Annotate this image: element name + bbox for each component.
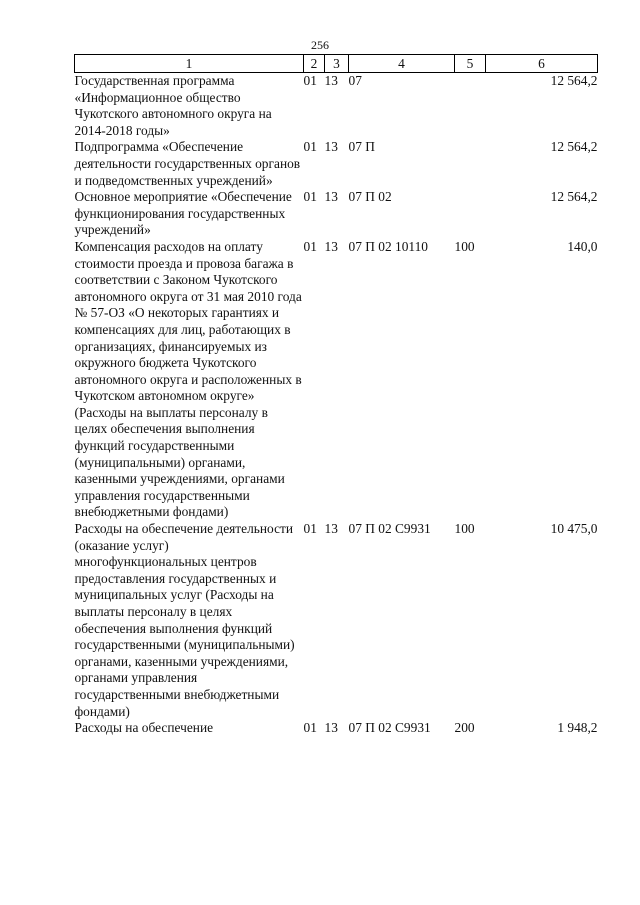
row-expense-type-code xyxy=(455,139,486,189)
row-target-article-code: 07 П 02 С9931 xyxy=(348,521,431,537)
row-section-code: 01 xyxy=(303,720,317,736)
row-name: Государственная программа «Информационное общество Чукотского автономного округа на 2014-2018 годы» xyxy=(74,73,272,138)
row-name: Расходы на обеспечение деятельности (оказание услуг) многофункциональных центров предоставления государственных и муниципальных услуг (Расходы на выплаты персоналу в целях обеспечения выполнения функций государственными (муниципальными) органами, казенными учреждениями, органами управления государственными внебюджетными фондами) xyxy=(74,521,295,719)
row-target-article-code: 07 xyxy=(348,73,362,88)
header-col-3: 3 xyxy=(325,55,349,73)
row-subsection-code: 13 xyxy=(324,73,338,88)
table-row xyxy=(75,720,598,737)
table-row xyxy=(75,73,598,140)
row-subsection-code: 13 xyxy=(324,238,338,254)
row-expense-type-code xyxy=(455,189,486,239)
row-name: Подпрограмма «Обеспечение деятельности государственных органов и подведомственных учреждений» xyxy=(74,139,301,188)
row-subsection-code: 13 xyxy=(324,139,338,155)
row-expense-type-code xyxy=(455,73,486,140)
row-amount: 12 564,2 xyxy=(550,73,598,88)
row-section-code: 01 xyxy=(303,189,317,205)
row-expense-type-code: 200 xyxy=(454,720,475,736)
row-expense-type-code: 100 xyxy=(454,238,475,254)
header-col-5: 5 xyxy=(455,55,486,73)
row-subsection-code: 13 xyxy=(324,720,338,736)
row-target-article-code: 07 П xyxy=(348,139,375,155)
row-target-article-code: 07 П 02 xyxy=(348,189,392,205)
table-row xyxy=(75,139,598,189)
header-row xyxy=(75,55,598,73)
row-amount: 140,0 xyxy=(567,238,598,254)
row-name: Расходы на обеспечение xyxy=(74,720,214,736)
header-col-1: 1 xyxy=(75,55,304,73)
row-amount: 10 475,0 xyxy=(550,521,598,537)
row-section-code: 01 xyxy=(303,238,317,254)
row-name: Основное мероприятие «Обеспечение функционирования государственных учреждений» xyxy=(74,189,292,238)
row-section-code: 01 xyxy=(303,139,317,155)
row-expense-type-code: 100 xyxy=(454,521,475,537)
header-col-4: 4 xyxy=(349,55,455,73)
table-row xyxy=(75,189,598,239)
table-row xyxy=(75,521,598,720)
row-subsection-code: 13 xyxy=(324,521,338,537)
row-amount: 1 948,2 xyxy=(557,720,598,736)
row-amount: 12 564,2 xyxy=(550,189,598,205)
row-section-code: 01 xyxy=(303,521,317,537)
row-subsection-code: 13 xyxy=(324,189,338,205)
budget-table xyxy=(74,54,598,737)
row-section-code: 01 xyxy=(303,73,317,88)
page-number: 256 xyxy=(311,38,329,52)
row-amount: 12 564,2 xyxy=(550,139,598,155)
row-target-article-code: 07 П 02 10110 xyxy=(348,238,428,254)
row-target-article-code: 07 П 02 С9931 xyxy=(348,720,431,736)
table-row xyxy=(75,239,598,521)
row-name: Компенсация расходов на оплату стоимости проезда и провоза багажа в соответствии с Законом Чукотского автономного округа от 31 мая 2010 года № 57-ОЗ «О некоторых гарантиях и компенсациях для лиц, работающих в организациях, финансируемых из окружного бюджета Чукотского автономного округа и расположенных в Чукотском автономном округе» (Расходы на выплаты персоналу в целях обеспечения выполнения функций государственными (муниципальными) органами, казенными учреждениями, органами управления государственными внебюджетными фондами) xyxy=(74,238,302,520)
header-col-6: 6 xyxy=(486,55,598,73)
header-col-2: 2 xyxy=(304,55,325,73)
